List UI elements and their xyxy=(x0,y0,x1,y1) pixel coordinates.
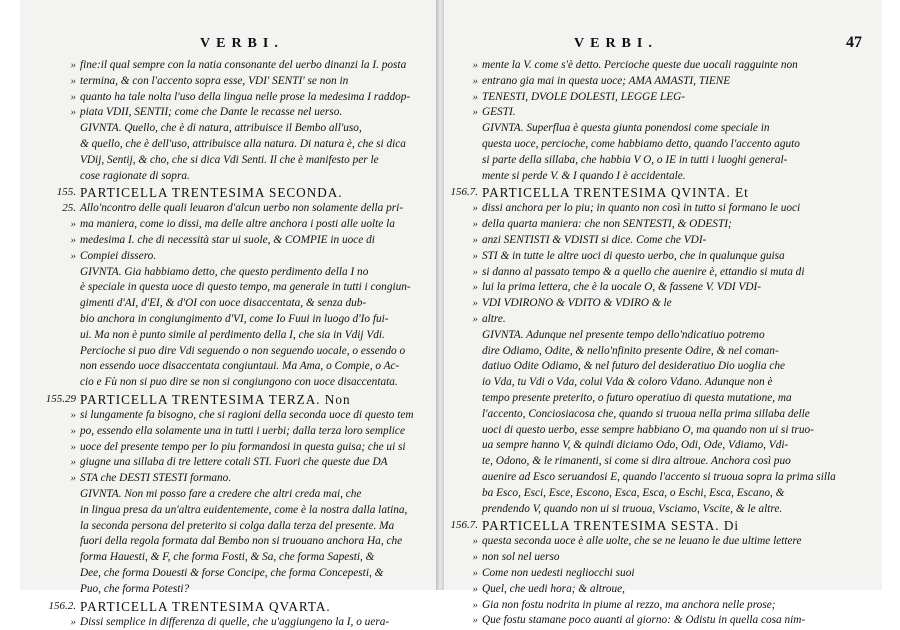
margin-note: » xyxy=(444,582,478,598)
right-text-block xyxy=(482,58,874,629)
line-text: STA che DESTI STESTI formano. xyxy=(80,472,231,484)
text-line xyxy=(482,454,874,470)
line-text: si parte della sillaba, che habbia V O, o IE in tutti i luoghi general- xyxy=(482,154,787,166)
text-line xyxy=(80,233,432,249)
text-line xyxy=(80,217,432,233)
line-text: in lingua presa da un'altra euidentemente, come è la nostra dalla latina, xyxy=(80,504,407,516)
left-page xyxy=(20,0,436,590)
text-line xyxy=(482,233,874,249)
book-gutter xyxy=(436,0,444,590)
text-line xyxy=(80,582,432,598)
line-text: datiuo Odite Odiamo, & nel futuro del desideratiuo Dio uoglia che xyxy=(482,360,785,372)
text-line xyxy=(482,566,874,582)
text-line xyxy=(80,375,432,391)
margin-note: » xyxy=(30,615,76,630)
margin-note: » xyxy=(444,598,478,614)
line-text: anzi SENTISTI & VDISTI si dice. Come che VDI- xyxy=(482,234,706,246)
text-line xyxy=(80,312,432,328)
text-line xyxy=(482,74,874,90)
text-line xyxy=(80,137,432,153)
margin-note: 156.7. xyxy=(444,517,478,534)
line-text: uoce del presente tempo per lo piu formandosi in questa guisa; che ui si xyxy=(80,441,406,453)
text-line xyxy=(80,487,432,503)
line-text: la seconda persona del preterito si colga dalla terza del presente. Ma xyxy=(80,520,394,532)
text-line xyxy=(482,312,874,328)
line-text: PARTICELLA TRENTESIMA SESTA. Di xyxy=(482,518,739,533)
text-line xyxy=(482,121,874,137)
margin-note: 156.7. xyxy=(444,184,478,201)
text-line xyxy=(482,265,874,281)
line-text: io Vda, tu Vdi o Vda, colui Vda & coloro Vdano. Adunque non è xyxy=(482,376,773,388)
margin-note: » xyxy=(30,440,76,456)
margin-note: » xyxy=(444,217,478,233)
line-text: piata VDII, SENTII; come che Dante le recasse nel uerso. xyxy=(80,106,342,118)
text-line xyxy=(482,169,874,185)
line-text: ba Esco, Esci, Esce, Escono, Esca, Esca, o Eschi, Esca, Escano, & xyxy=(482,487,784,499)
text-line xyxy=(80,74,432,90)
left-text-block xyxy=(80,58,432,630)
line-text: PARTICELLA TRENTESIMA QVARTA. xyxy=(80,599,331,614)
margin-note: » xyxy=(30,455,76,471)
right-running-head: VERBI. xyxy=(574,36,658,52)
line-text: te, Odono, & le rimanenti, si come si dira altroue. Anchora così puo xyxy=(482,455,791,467)
section-heading xyxy=(80,598,432,615)
line-text: bio anchora in congiungimento d'VI, come Io Fuui in luogo d'Io fui- xyxy=(80,313,389,325)
line-text: ua sempre hanno V, & quindi diciamo Odo, Odi, Ode, Vdiamo, Vdi- xyxy=(482,439,788,451)
section-heading xyxy=(80,391,432,408)
line-text: Puo, che forma Potesti? xyxy=(80,583,189,595)
text-line xyxy=(80,90,432,106)
line-text: Que fostu stamane poco auanti al giorno: & Odistu in quella cosa nim- xyxy=(482,614,805,626)
text-line xyxy=(482,280,874,296)
line-text: STI & in tutte le altre uoci di questo uerbo, che in qualunque guisa xyxy=(482,250,785,262)
text-line xyxy=(482,90,874,106)
line-text: prendendo V, quando non ui si truoua, Vsciamo, Vscite, & le altre. xyxy=(482,503,782,515)
text-line xyxy=(80,519,432,535)
text-line xyxy=(482,137,874,153)
line-text: Come non uedesti negliocchi suoi xyxy=(482,567,634,579)
text-line xyxy=(80,471,432,487)
line-text: Dissi semplice in differenza di quelle, che u'aggiungeno la I, o uera- xyxy=(80,616,389,628)
line-text: forma Hauesti, & F, che forma Fosti, & Sa, che forma Sapesti, & xyxy=(80,551,374,563)
text-line xyxy=(482,344,874,360)
margin-note: » xyxy=(444,550,478,566)
text-line xyxy=(482,598,874,614)
margin-note: » xyxy=(444,296,478,312)
text-line xyxy=(482,423,874,439)
text-line xyxy=(482,613,874,629)
line-text: PARTICELLA TRENTESIMA SECONDA. xyxy=(80,185,343,200)
line-text: mente la V. come s'è detto. Percioche queste due uocali ragguinte non xyxy=(482,59,798,71)
line-text: mente si perde V. & I quando I è accidentale. xyxy=(482,170,686,182)
line-text: giugne una sillaba di tre lettere cotali STI. Fuori che queste due DA xyxy=(80,456,388,468)
line-text: gimenti d'AI, d'EI, & d'OI con uoce disaccentata, & senza dub- xyxy=(80,297,366,309)
section-heading xyxy=(482,517,874,534)
line-text: non sol nel uerso xyxy=(482,551,560,563)
text-line xyxy=(482,375,874,391)
text-line xyxy=(80,566,432,582)
text-line xyxy=(482,296,874,312)
text-line xyxy=(482,105,874,121)
text-line xyxy=(80,328,432,344)
text-line xyxy=(80,615,432,630)
line-text: entrano gia mai in questa uoce; AMA AMASTI, TIENE xyxy=(482,75,730,87)
line-text: fuori della regola formata dal Bembo non si truouano anchora Ha, che xyxy=(80,535,402,547)
text-line xyxy=(482,58,874,74)
text-line xyxy=(80,296,432,312)
line-text: Quel, che uedi hora; & altroue, xyxy=(482,583,625,595)
text-line xyxy=(80,344,432,360)
text-line xyxy=(482,153,874,169)
margin-note: » xyxy=(30,471,76,487)
text-line xyxy=(482,407,874,423)
margin-note: » xyxy=(30,58,76,74)
text-line xyxy=(482,201,874,217)
line-text: della quarta maniera: che non SENTESTI, & ODESTI; xyxy=(482,218,732,230)
line-text: questa seconda uoce è alle uolte, che se ne leuano le due ultime lettere xyxy=(482,535,802,547)
line-text: si danno al passato tempo & a quello che auenire è, ettandio si muta di xyxy=(482,266,804,278)
line-text: PARTICELLA TRENTESIMA TERZA. Non xyxy=(80,392,351,407)
right-page xyxy=(444,0,882,590)
margin-note: » xyxy=(444,90,478,106)
text-line xyxy=(80,265,432,281)
text-line xyxy=(80,424,432,440)
line-text: GIVNTA. Adunque nel presente tempo dello'ndicatiuo potremo xyxy=(482,329,765,341)
line-text: GIVNTA. Quello, che è di natura, attribuisce il Bembo all'uso, xyxy=(80,122,362,134)
margin-note: » xyxy=(444,58,478,74)
line-text: termina, & con l'accento sopra esse, VDI' SENTI' se non in xyxy=(80,75,348,87)
text-line xyxy=(80,440,432,456)
margin-note: » xyxy=(30,249,76,265)
margin-note: » xyxy=(30,74,76,90)
text-line xyxy=(80,503,432,519)
text-line xyxy=(482,534,874,550)
margin-note: » xyxy=(30,90,76,106)
line-text: auenire ad Esco seruandosi E, quando l'accento si truoua sopra la prima silla xyxy=(482,471,836,483)
text-line xyxy=(482,217,874,233)
text-line xyxy=(80,550,432,566)
margin-note: » xyxy=(444,249,478,265)
margin-note: » xyxy=(30,105,76,121)
line-text: Compiei dissero. xyxy=(80,250,156,262)
margin-note: » xyxy=(30,217,76,233)
text-line xyxy=(80,58,432,74)
margin-note: » xyxy=(30,424,76,440)
margin-note: » xyxy=(444,265,478,281)
margin-note: » xyxy=(30,233,76,249)
text-line xyxy=(482,328,874,344)
text-line xyxy=(482,249,874,265)
text-line xyxy=(482,550,874,566)
line-text: & quello, che è dell'uso, attribuisce alla natura. Di natura è, che si dica xyxy=(80,138,406,150)
line-text: medesima I. che di necessità star ui suole, & COMPIE in uoce di xyxy=(80,234,375,246)
margin-note: 155. xyxy=(30,184,76,201)
line-text: si lungamente fa bisogno, che si ragioni della seconda uoce di questo tem xyxy=(80,409,414,421)
left-running-head: VERBI. xyxy=(200,36,284,52)
line-text: VDI VDIRONO & VDITO & VDIRO & le xyxy=(482,297,672,309)
text-line xyxy=(482,502,874,518)
text-line xyxy=(80,249,432,265)
line-text: GESTI. xyxy=(482,106,516,118)
margin-note: 156.2. xyxy=(30,598,76,615)
margin-note: » xyxy=(444,280,478,296)
margin-note: » xyxy=(444,233,478,249)
margin-note: » xyxy=(444,613,478,629)
text-line xyxy=(482,359,874,375)
text-line xyxy=(482,438,874,454)
line-text: cose ragionate di sopra. xyxy=(80,170,190,182)
section-heading xyxy=(482,184,874,201)
line-text: ma maniera, come io dissi, ma delle altre anchora i posti alle uolte la xyxy=(80,218,395,230)
text-line xyxy=(80,280,432,296)
line-text: VDij, Sentij, & cho, che si dica Vdi Senti. Il che è manifesto per le xyxy=(80,154,379,166)
margin-note: 25. xyxy=(30,201,76,217)
line-text: Gia non fostu nodrita in piume al rezzo, ma anchora nelle prose; xyxy=(482,599,776,611)
line-text: quanto ha tale nolta l'uso della lingua nelle prose la medesima I raddop- xyxy=(80,91,410,103)
margin-note: » xyxy=(30,408,76,424)
line-text: GIVNTA. Non mi posso fare a credere che altri creda mai, che xyxy=(80,488,361,500)
line-text: è speciale in questa uoce di questo tempo, ma generale in tutti i congiun- xyxy=(80,281,411,293)
text-line xyxy=(80,169,432,185)
line-text: Dee, che forma Douesti & forse Concipe, che forma Concepesti, & xyxy=(80,567,383,579)
text-line xyxy=(80,455,432,471)
line-text: PARTICELLA TRENTESIMA QVINTA. Et xyxy=(482,185,749,200)
line-text: po, essendo ella solamente una in tutti i uerbi; dalla terza loro semplice xyxy=(80,425,405,437)
text-line xyxy=(80,105,432,121)
text-line xyxy=(80,153,432,169)
line-text: tempo presente preterito, o futuro operatiuo di questa mutatione, ma xyxy=(482,392,792,404)
margin-note: » xyxy=(444,74,478,90)
text-line xyxy=(80,408,432,424)
text-line xyxy=(482,582,874,598)
line-text: cio e Fù non si puo dire se non si congiungono con uoce disaccentata. xyxy=(80,376,398,388)
line-text: altre. xyxy=(482,313,506,325)
line-text: Percioche si puo dire Vdi seguendo o non seguendo uocale, o essendo o xyxy=(80,345,405,357)
line-text: lui la prima lettera, che è la uocale O, & fassene V. VDI VDI- xyxy=(482,281,761,293)
text-line xyxy=(482,486,874,502)
line-text: TENESTI, DVOLE DOLESTI, LEGGE LEG- xyxy=(482,91,685,103)
margin-note: » xyxy=(444,312,478,328)
page-number: 47 xyxy=(846,34,862,52)
margin-note: » xyxy=(444,201,478,217)
line-text: Allo'ncontro delle quali leuaron d'alcun uerbo non solamente della pri- xyxy=(80,202,403,214)
line-text: dire Odiamo, Odite, & nello'nfinito presente Odire, & nel coman- xyxy=(482,345,779,357)
text-line xyxy=(80,121,432,137)
line-text: dissi anchora per lo piu; in quanto non così in tutto si formano le uoci xyxy=(482,202,800,214)
margin-note: 155.29 xyxy=(30,391,76,408)
margin-note: » xyxy=(444,534,478,550)
line-text: l'accento, Conciosiacosa che, quando si truoua nella prima sillaba delle xyxy=(482,408,810,420)
line-text: GIVNTA. Gia habbiamo detto, che questo perdimento della I no xyxy=(80,266,368,278)
line-text: GIVNTA. Superflua è questa giunta ponendosi come speciale in xyxy=(482,122,770,134)
section-heading xyxy=(80,184,432,201)
margin-note: » xyxy=(444,566,478,582)
text-line xyxy=(482,470,874,486)
line-text: non essendo uoce disaccentata congiuntaui. Ma Ama, o Compie, o Ac- xyxy=(80,360,399,372)
text-line xyxy=(80,534,432,550)
text-line xyxy=(482,391,874,407)
line-text: questa uoce, percioche, come habbiamo detto, quando l'accento aguto xyxy=(482,138,800,150)
line-text: uoci di questo uerbo, esse sempre habbiano O, ma quando non ui si truo- xyxy=(482,424,814,436)
line-text: fine:il qual sempre con la natia consonante del uerbo dinanzi la I. posta xyxy=(80,59,406,71)
text-line xyxy=(80,359,432,375)
line-text: ui. Ma non è punto simile al perdimento della I, che sia in Vdij Vdi. xyxy=(80,329,385,341)
text-line xyxy=(80,201,432,217)
margin-note: » xyxy=(444,105,478,121)
